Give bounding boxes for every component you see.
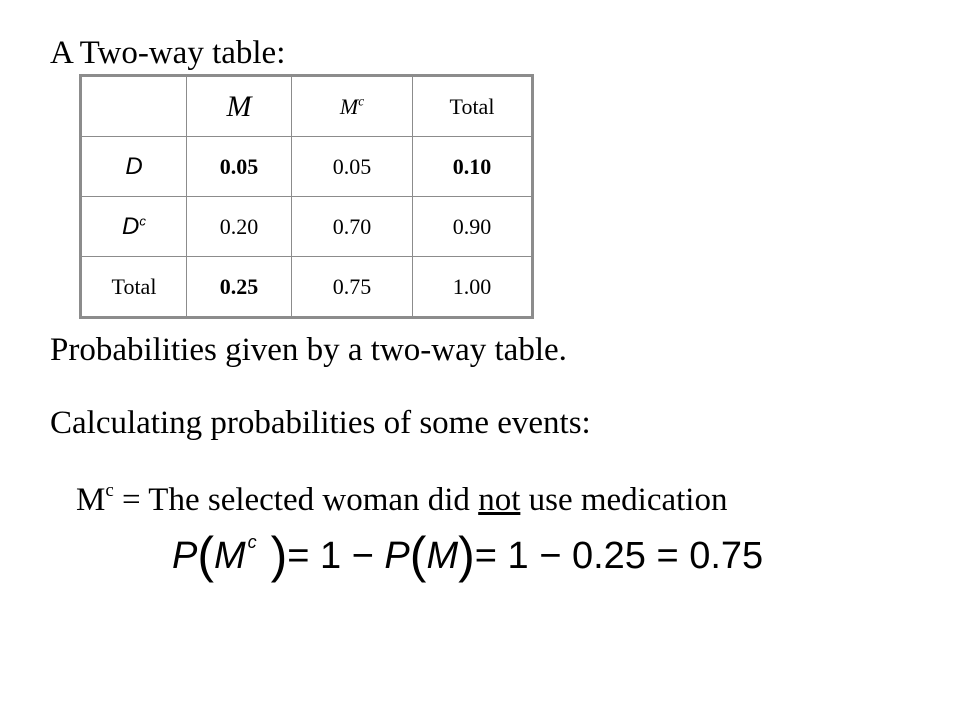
eq-arg1: M bbox=[214, 535, 246, 577]
eq-close-paren-2: ) bbox=[458, 527, 475, 583]
definition-mc bbox=[76, 480, 727, 520]
eq-p2: P bbox=[384, 535, 410, 577]
definition-pre: = The selected woman did bbox=[113, 482, 479, 518]
eq-arg2: M bbox=[426, 535, 459, 577]
header-m bbox=[187, 77, 292, 137]
table-row-d bbox=[82, 137, 532, 197]
header-m-symbol: M bbox=[226, 89, 252, 123]
text-line-calculating: Calculating probabilities of some events: bbox=[50, 405, 591, 441]
probability-equation bbox=[172, 527, 764, 583]
header-total: Total bbox=[413, 77, 532, 137]
row-label-dc-sup: c bbox=[139, 213, 146, 229]
row-label-d bbox=[82, 137, 187, 197]
definition-underlined: not bbox=[478, 482, 521, 518]
eq-open-paren-1: ( bbox=[197, 527, 215, 583]
header-mc bbox=[292, 77, 413, 137]
cell-total-m: 0.25 bbox=[187, 257, 292, 317]
corner-cell bbox=[82, 77, 187, 137]
text-line-probabilities: Probabilities given by a two-way table. bbox=[50, 332, 567, 368]
row-label-dc bbox=[82, 197, 187, 257]
table-header-row bbox=[82, 77, 532, 137]
cell-dc-total: 0.90 bbox=[413, 197, 532, 257]
row-label-total: Total bbox=[82, 257, 187, 317]
eq-arg1-sup: c bbox=[247, 532, 257, 552]
header-mc-sup: c bbox=[358, 93, 365, 109]
cell-d-total: 0.10 bbox=[413, 137, 532, 197]
definition-symbol: M bbox=[76, 482, 106, 518]
header-mc-base: M bbox=[339, 93, 359, 119]
eq-rest: = 1 − 0.25 = 0.75 bbox=[474, 535, 764, 577]
eq-open-paren-2: ( bbox=[409, 527, 427, 583]
cell-d-mc: 0.05 bbox=[292, 137, 413, 197]
row-label-dc-base: D bbox=[122, 212, 140, 240]
row-label-d-text: D bbox=[125, 152, 143, 180]
cell-total-total: 1.00 bbox=[413, 257, 532, 317]
probability-table bbox=[81, 76, 532, 317]
eq-p1: P bbox=[172, 535, 198, 577]
cell-dc-mc: 0.70 bbox=[292, 197, 413, 257]
cell-d-m: 0.05 bbox=[187, 137, 292, 197]
table-row-dc bbox=[82, 197, 532, 257]
heading: A Two-way table: bbox=[50, 35, 286, 71]
header-mc-symbol bbox=[340, 94, 364, 119]
table-row-total bbox=[82, 257, 532, 317]
two-way-table bbox=[79, 74, 534, 319]
cell-total-mc: 0.75 bbox=[292, 257, 413, 317]
definition-post: use medication bbox=[520, 482, 728, 518]
eq-close-paren-1: ) bbox=[256, 527, 288, 583]
eq-mid: = 1 − bbox=[287, 535, 385, 577]
definition-symbol-sup: c bbox=[105, 480, 114, 501]
cell-dc-m: 0.20 bbox=[187, 197, 292, 257]
